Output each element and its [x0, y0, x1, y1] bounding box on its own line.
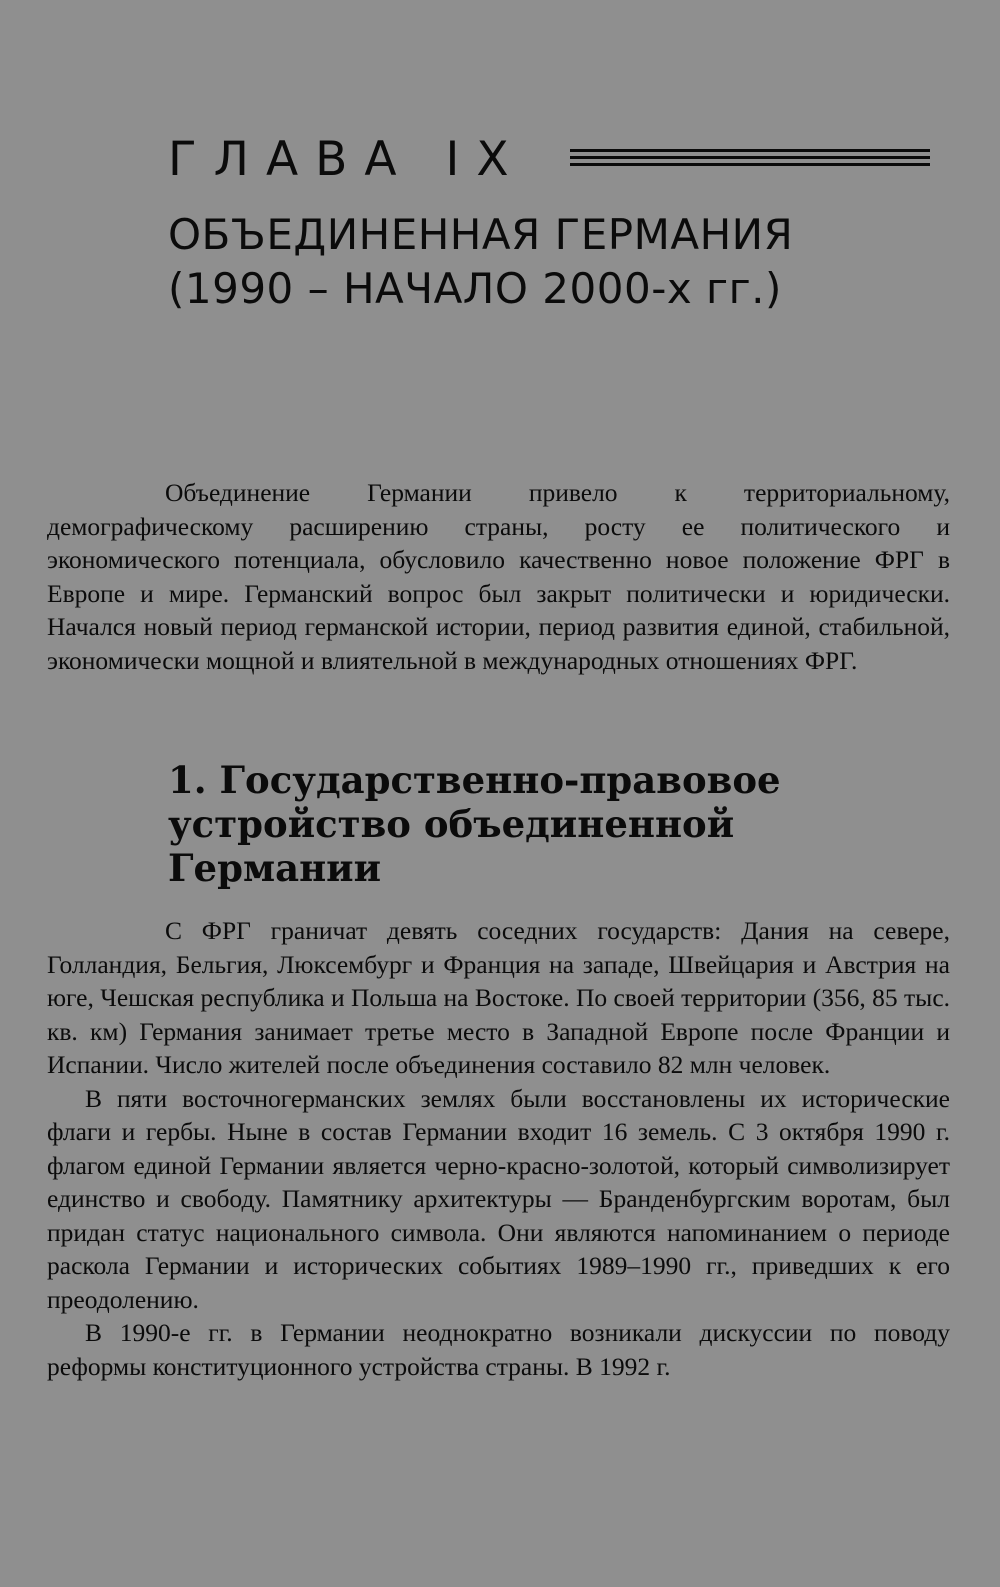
body-paragraph: В 1990-е гг. в Германии неоднократно возникали дискуссии по поводу реформы конституционного устройства страны. В 1992 г.: [47, 1318, 950, 1381]
section-heading-line: Германии: [168, 846, 382, 890]
chapter-title-line: ОБЪЕДИНЕННАЯ ГЕРМАНИЯ: [168, 210, 794, 259]
section-heading: [168, 758, 938, 890]
body-paragraph: В пяти восточногерманских землях были восстановлены их исторические флаги и гербы. Ныне в состав Германии входит 16 земель. С 3 октября 1990 г. флагом единой Германии является черно-красно-золотой, который символизирует единство и свободу. Памятнику архитектуры — Бранденбургским воротам, был придан статус национального символа. Они являются напоминанием о периоде раскола Германии и исторических событиях 1989–1990 гг., приведших к его преодолению.: [47, 1083, 950, 1314]
chapter-rule-divider: [570, 149, 930, 170]
chapter-title-line: (1990 – НАЧАЛО 2000-х гг.): [168, 264, 782, 313]
chapter-title: [168, 208, 938, 316]
chapter-label: ГЛАВА IX: [168, 132, 526, 187]
section-heading-line: 1. Государственно-правовое: [168, 758, 781, 802]
chapter-header: [168, 128, 938, 192]
intro-paragraph: Объединение Германии привело к территориальному, демографическому расширению страны, росту ее политического и экономического потенциала, обусловило качественно новое положение ФРГ в Европе и мире. Германский вопрос был закрыт политически и юридически. Начался новый период германской истории, период развития единой, стабильной, экономически мощной и влиятельной в международных отношениях ФРГ.: [47, 478, 950, 675]
section-body: [47, 914, 950, 1383]
body-paragraph: С ФРГ граничат девять соседних государств: Дания на севере, Голландия, Бельгия, Люксембург и Франция на западе, Швейцария и Австрия на юге, Чешская республика и Польша на Востоке. По своей территории (356, 85 тыс. кв. км) Германия занимает третье место в Западной Европе после Франции и Испании. Число жителей после объединения составило 82 млн человек.: [47, 916, 951, 1079]
section-heading-line: устройство объединенной: [168, 802, 735, 846]
